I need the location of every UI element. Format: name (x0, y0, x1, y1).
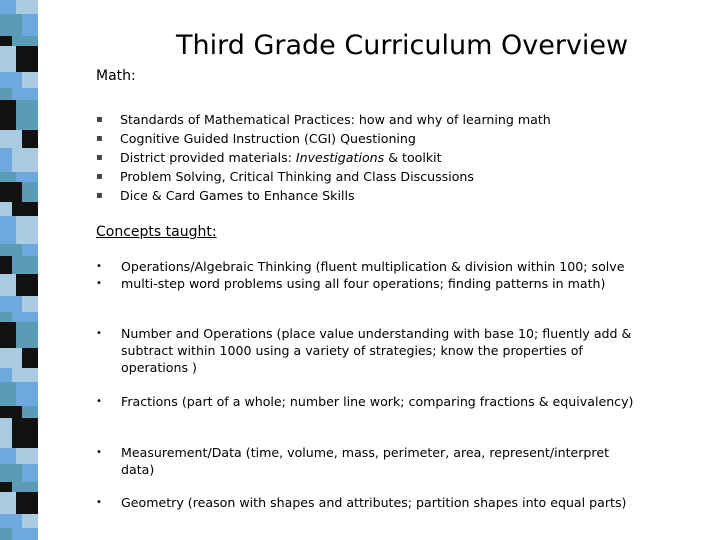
concept-item: • Fractions (part of a whole; number line work; comparing fractions & equivalency) (96, 394, 634, 409)
stripe-block (22, 182, 38, 202)
stripe-block (16, 216, 38, 244)
page-title: Third Grade Curriculum Overview (176, 30, 629, 61)
stripe-block (0, 202, 12, 216)
stripe-block (16, 172, 38, 182)
bullet-icon: ▪ (96, 133, 103, 144)
stripe-block (12, 148, 38, 172)
stripe-block (0, 14, 22, 36)
stripe-block (0, 216, 16, 244)
stripe-block (0, 348, 22, 368)
stripe-block (0, 448, 16, 464)
concept-item: • Geometry (reason with shapes and attributes; partition shapes into equal parts) (96, 495, 627, 510)
stripe-block (22, 406, 38, 418)
stripe-pattern (0, 0, 38, 540)
bullet-icon: ▪ (96, 171, 103, 182)
stripe-block (0, 256, 12, 274)
decorative-stripe (0, 0, 38, 540)
stripe-block (0, 418, 12, 448)
list-item: ▪ District provided materials: Investigations & toolkit (96, 150, 442, 165)
stripe-block (16, 100, 38, 130)
stripe-block (0, 0, 16, 14)
concepts-heading: Concepts taught: (96, 224, 217, 240)
stripe-block (0, 36, 12, 46)
bullet-icon: • • (96, 261, 102, 289)
stripe-block (16, 46, 38, 72)
list-item: ▪ Dice & Card Games to Enhance Skills (96, 188, 355, 203)
stripe-block (12, 36, 38, 46)
stripe-block (12, 418, 38, 448)
bullet-icon: ▪ (96, 190, 103, 201)
stripe-block (0, 406, 22, 418)
stripe-block (0, 482, 12, 492)
stripe-block (12, 312, 38, 322)
bullet-icon: • (96, 447, 102, 458)
math-list (96, 110, 551, 205)
stripe-block (22, 348, 38, 368)
stripe-block (22, 464, 38, 482)
stripe-block (22, 130, 38, 148)
stripe-block (0, 464, 22, 482)
stripe-block (0, 322, 16, 348)
stripe-block (0, 244, 22, 256)
stripe-block (16, 492, 38, 514)
stripe-block (12, 202, 38, 216)
stripe-block (0, 148, 12, 172)
bullet-icon: ▪ (96, 152, 103, 163)
stripe-block (12, 256, 38, 274)
stripe-block (0, 130, 22, 148)
stripe-block (16, 382, 38, 406)
stripe-block (22, 244, 38, 256)
stripe-block (22, 514, 38, 528)
stripe-block (22, 72, 38, 88)
stripe-block (0, 46, 16, 72)
stripe-block (22, 296, 38, 312)
math-heading: Math: (96, 68, 136, 84)
stripe-block (12, 528, 38, 540)
bullet-icon: • (96, 396, 102, 407)
stripe-block (16, 322, 38, 348)
list-item: ▪ Cognitive Guided Instruction (CGI) Questioning (96, 131, 416, 146)
list-item: ▪ Problem Solving, Critical Thinking and Class Discussions (96, 169, 474, 184)
bullet-icon: ▪ (96, 114, 103, 125)
stripe-block (0, 88, 12, 100)
stripe-block (16, 448, 38, 464)
stripe-block (0, 296, 22, 312)
bullet-icon: • (96, 497, 102, 508)
bullet-icon: • (96, 328, 102, 339)
concept-item: • Number and Operations (place value understanding with base 10; fluently add & subtract within 1000 using a variety of strategies; know the properties of operations ) (96, 326, 632, 375)
concept-item: • Measurement/Data (time, volume, mass, perimeter, area, represent/interpret data) (96, 445, 610, 477)
stripe-block (22, 14, 38, 36)
stripe-block (0, 172, 16, 182)
stripe-block (0, 72, 22, 88)
stripe-block (0, 182, 22, 202)
stripe-block (16, 0, 38, 14)
stripe-block (12, 482, 38, 492)
concept-item: • • Operations/Algebraic Thinking (fluent multiplication & division within 100; solve multi-step word problems using all four operations; finding patterns in math) (96, 259, 625, 291)
stripe-block (0, 514, 22, 528)
stripe-block (0, 100, 16, 130)
list-item: ▪ Standards of Mathematical Practices: how and why of learning math (96, 112, 551, 127)
stripe-block (0, 492, 16, 514)
stripe-block (12, 88, 38, 100)
stripe-block (12, 368, 38, 382)
stripe-block (16, 274, 38, 296)
stripe-block (0, 528, 12, 540)
stripe-block (0, 312, 12, 322)
stripe-block (0, 274, 16, 296)
stripe-block (0, 368, 12, 382)
stripe-block (0, 382, 16, 406)
